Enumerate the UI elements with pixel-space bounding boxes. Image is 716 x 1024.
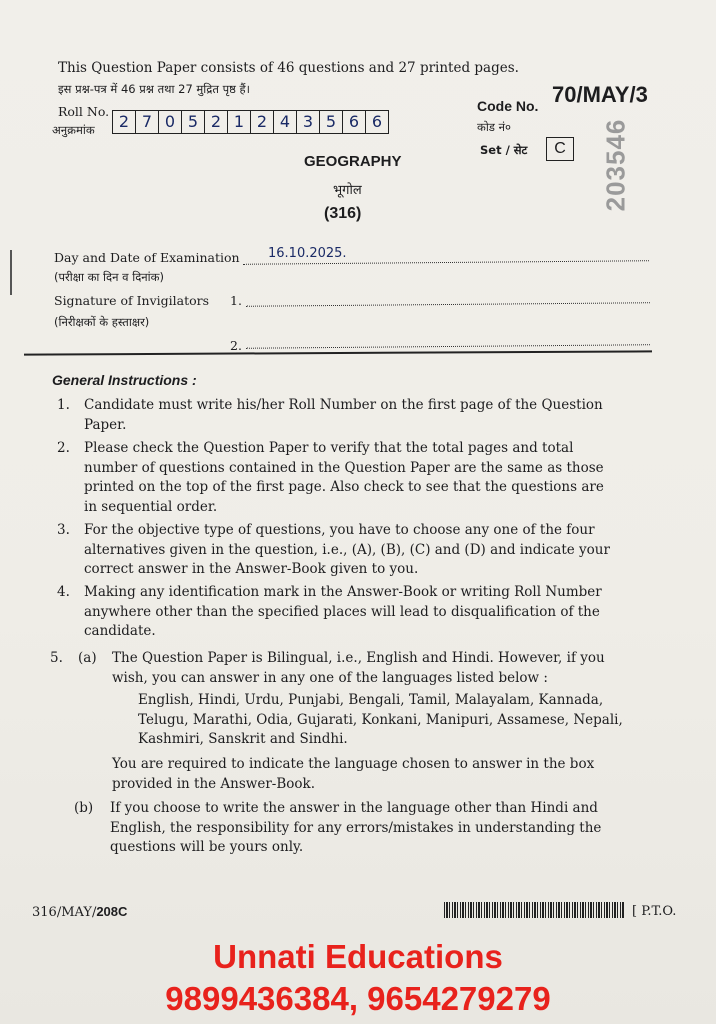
instruction-1 xyxy=(84,396,603,435)
instruction-line: provided in the Answer-Book. xyxy=(112,775,316,792)
instruction-line: correct answer in the Answer-Book given to you. xyxy=(84,561,419,577)
roll-digit: 3 xyxy=(297,111,320,133)
instruction-line: English, Hindi, Urdu, Punjabi, Bengali, Tamil, Malayalam, Kannada, xyxy=(138,692,604,708)
subject-code: (316) xyxy=(324,205,362,222)
consists-hindi: इस प्रश्न-पत्र में 46 प्रश्न तथा 27 मुद्रित पृष्ठ हैं। xyxy=(58,82,251,96)
instruction-line: wish, you can answer in any one of the languages listed below : xyxy=(112,669,548,686)
code-label-english: Code No. xyxy=(477,98,539,114)
roll-digit: 6 xyxy=(343,111,366,133)
header-divider xyxy=(24,350,652,355)
instruction-line: alternatives given in the question, i.e., (A), (B), (C) and (D) and indicate your xyxy=(84,541,610,558)
roll-digit: 0 xyxy=(159,111,182,133)
instruction-line: If you choose to write the answer in the language other than Hindi and xyxy=(110,800,598,816)
instruction-number: 4. xyxy=(57,584,70,600)
instruction-5b-label: (b) xyxy=(74,800,94,816)
roll-digit: 4 xyxy=(274,111,297,133)
instruction-2 xyxy=(84,439,604,517)
roll-label-english: Roll No. xyxy=(58,104,110,119)
instruction-line: Kashmiri, Sanskrit and Sindhi. xyxy=(138,731,348,747)
paper-code xyxy=(32,904,127,920)
roll-digit: 2 xyxy=(113,111,136,133)
date-label-english: Day and Date of Examination xyxy=(54,250,240,265)
date-label-hindi: (परीक्षा का दिन व दिनांक) xyxy=(54,270,164,284)
set-box: C xyxy=(546,137,574,161)
signature-1-label: 1. xyxy=(230,293,242,308)
instruction-line: Telugu, Marathi, Odia, Gujarati, Konkani, Manipuri, Assamese, Nepali, xyxy=(138,711,623,728)
watermark-brand: Unnati Educations xyxy=(213,938,503,975)
roll-label-hindi: अनुक्रमांक xyxy=(52,123,95,137)
consists-english: This Question Paper consists of 46 questions and 27 printed pages. xyxy=(58,60,519,76)
instruction-number: 3. xyxy=(57,522,70,538)
roll-digit: 2 xyxy=(251,111,274,133)
code-label-hindi: कोड नं० xyxy=(477,120,511,134)
instruction-number: 5. xyxy=(50,650,63,666)
instruction-5a-label: (a) xyxy=(78,650,97,666)
instruction-3 xyxy=(84,521,610,580)
signature-1-line xyxy=(246,302,650,307)
instruction-line: candidate. xyxy=(84,623,156,639)
roll-digit: 7 xyxy=(136,111,159,133)
instruction-5a-extra xyxy=(112,755,594,794)
roll-digit: 2 xyxy=(205,111,228,133)
instruction-number: 1. xyxy=(57,397,70,413)
serial-stamp xyxy=(596,110,636,220)
instruction-line: Paper. xyxy=(84,416,127,433)
instruction-line: Making any identification mark in the Answer-Book or writing Roll Number xyxy=(84,584,602,600)
paper-code-prefix: 316/MAY/ xyxy=(32,905,97,920)
instruction-line: You are required to indicate the language chosen to answer in the box xyxy=(112,756,595,772)
barcode xyxy=(444,902,624,918)
pto-label: [ P.T.O. xyxy=(632,904,677,919)
instruction-number: 2. xyxy=(57,440,70,456)
code-value: 70/MAY/3 xyxy=(552,82,648,107)
instruction-line: English, the responsibility for any errors/mistakes in understanding the xyxy=(110,819,602,836)
instruction-line: Candidate must write his/her Roll Number on the first page of the Question xyxy=(84,397,603,413)
instruction-line: anywhere other than the specified places will lead to disqualification of the xyxy=(84,603,600,620)
serial-number: 203546 xyxy=(600,118,631,212)
instructions-heading: General Instructions : xyxy=(52,372,197,388)
instruction-line: in sequential order. xyxy=(84,498,218,515)
instruction-line: The Question Paper is Bilingual, i.e., English and Hindi. However, if you xyxy=(112,650,605,666)
instruction-5a xyxy=(112,649,605,688)
instruction-4 xyxy=(84,583,602,642)
instruction-line: printed on the top of the first page. Also check to see that the questions are xyxy=(84,479,604,495)
set-label: Set / सेट xyxy=(480,143,528,157)
instruction-5b xyxy=(110,799,601,858)
roll-digit: 1 xyxy=(228,111,251,133)
roll-digit: 5 xyxy=(320,111,343,133)
watermark-phone: 9899436384, 9654279279 xyxy=(165,980,551,1017)
instruction-line: Please check the Question Paper to verify that the total pages and total xyxy=(84,440,574,456)
roll-digit: 6 xyxy=(371,112,383,131)
paper-edge-mark xyxy=(10,250,12,295)
roll-number-boxes xyxy=(112,110,389,134)
instruction-line: number of questions contained in the Question Paper are the same as those xyxy=(84,459,604,476)
instruction-line: questions will be yours only. xyxy=(110,839,304,855)
signature-2-label: 2. xyxy=(230,338,242,353)
subject-name-hindi: भूगोल xyxy=(333,183,362,198)
date-value: 16.10.2025. xyxy=(268,246,347,261)
signature-2-line xyxy=(246,344,650,349)
signature-label-hindi: (निरीक्षकों के हस्ताक्षर) xyxy=(54,315,150,329)
paper-code-suffix: 208C xyxy=(96,904,128,919)
signature-label-english: Signature of Invigilators xyxy=(54,293,210,308)
languages-list xyxy=(138,691,623,750)
roll-digit: 5 xyxy=(182,111,205,133)
subject-name-english: GEOGRAPHY xyxy=(304,153,402,170)
instruction-line: For the objective type of questions, you have to choose any one of the four xyxy=(84,522,595,538)
